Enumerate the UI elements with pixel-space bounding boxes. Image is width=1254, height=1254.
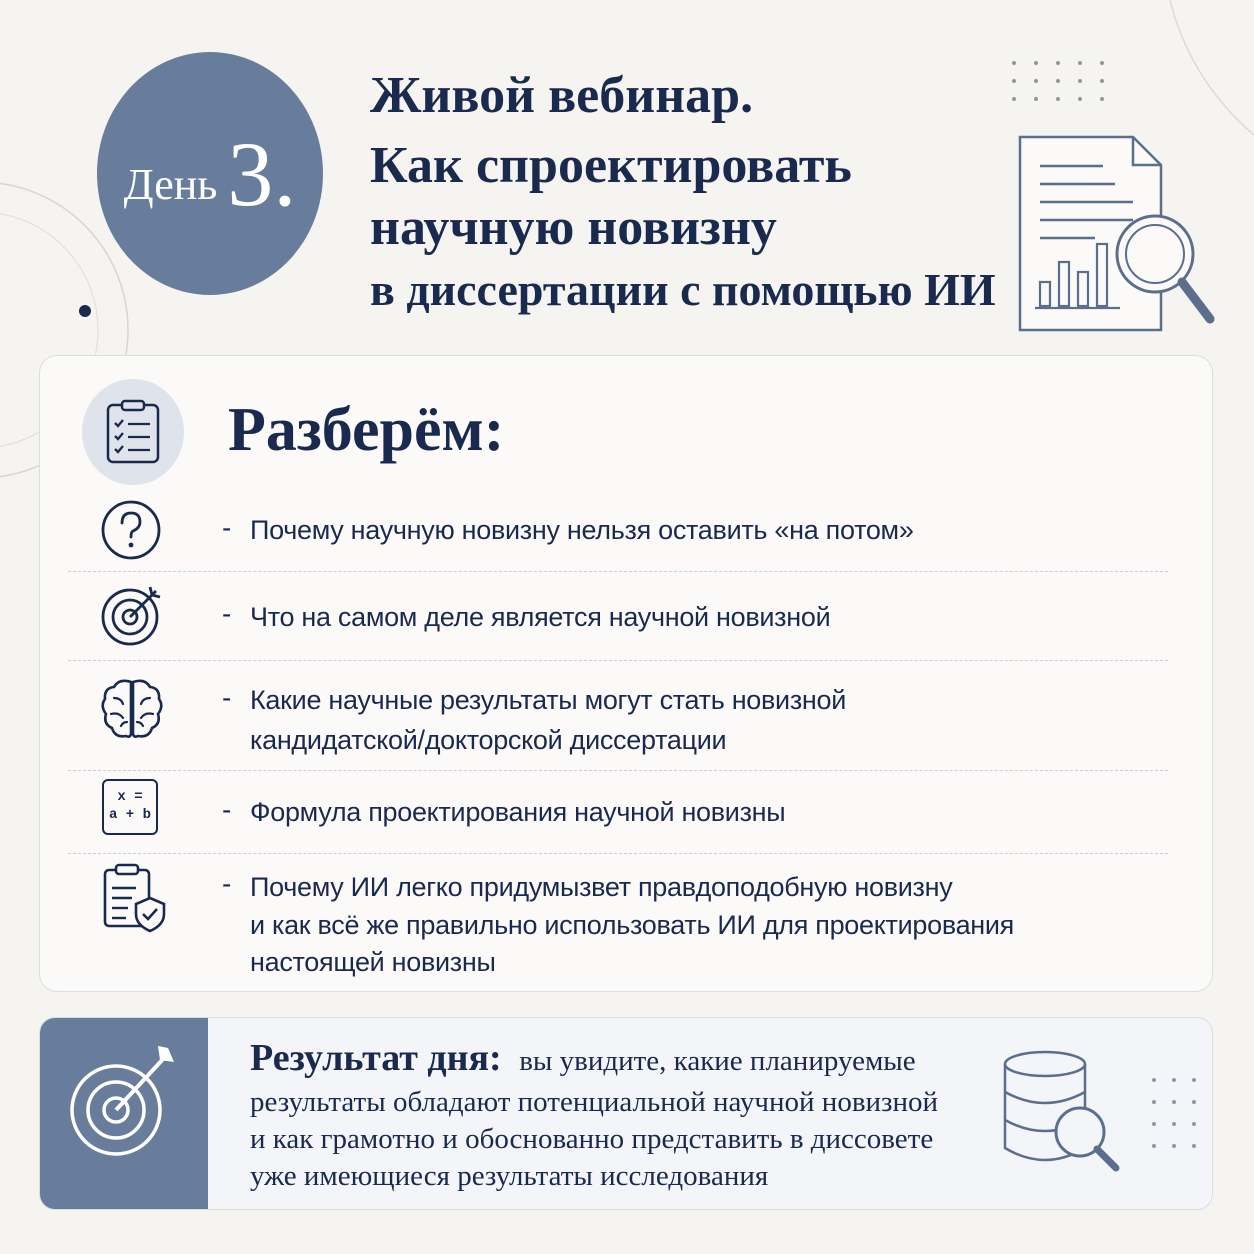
- title-line-3: научную новизну: [370, 199, 777, 256]
- topic-item-5-line-1: Почему ИИ легко придумызвет правдоподобную новизну: [250, 872, 953, 902]
- day-label: День: [123, 160, 218, 209]
- topic-dash: -: [222, 682, 232, 713]
- topic-item-4-line-1: Формула проектирования научной новизны: [250, 797, 786, 827]
- dots-decoration: [1146, 1072, 1206, 1162]
- checklist-icon: [105, 399, 161, 465]
- database-search-icon: [1000, 1048, 1130, 1178]
- target-arrow-icon: [64, 1040, 194, 1160]
- result-heading: [250, 1036, 916, 1080]
- formula-bottom: a + b: [108, 807, 151, 823]
- title-line-4: в диссертации с помощью ИИ: [370, 264, 996, 315]
- clipboard-shield-icon: [102, 862, 168, 934]
- topic-dash: -: [222, 512, 232, 543]
- result-line-3: и как грамотно и обоснованно представить в диссовете: [250, 1123, 934, 1155]
- target-icon: [100, 583, 166, 649]
- topic-item-3-line-2: кандидатской/докторской диссертации: [250, 725, 727, 755]
- divider: [68, 660, 1168, 661]
- title-line-1: Живой вебинар.: [370, 67, 754, 124]
- topic-item-1-line-1: Почему научную новизну нельзя оставить «на потом»: [250, 515, 914, 545]
- topic-item-2-line-1: Что на самом деле является научной новизной: [250, 602, 831, 632]
- divider: [68, 853, 1168, 854]
- topic-dash: -: [222, 598, 232, 629]
- topic-dash: -: [222, 868, 232, 899]
- day-badge: [97, 52, 323, 295]
- formula-icon: [102, 779, 158, 835]
- result-line-2: результаты обладают потенциальной научной новизной: [250, 1086, 939, 1118]
- document-search-icon: [1015, 132, 1230, 337]
- brain-icon: [99, 676, 165, 742]
- result-heading-label: Результат дня:: [250, 1037, 502, 1079]
- result-icon-panel: [40, 1018, 208, 1210]
- topic-dash: -: [222, 794, 232, 825]
- topic-item-5-line-2: и как всё же правильно использовать ИИ для проектирования: [250, 910, 1015, 940]
- checklist-icon-badge: [82, 379, 184, 485]
- result-line-4: уже имеющиеся результаты исследования: [250, 1160, 769, 1192]
- divider: [68, 770, 1168, 771]
- formula-top: x =: [117, 789, 143, 805]
- topic-item-3-line-1: Какие научные результаты могут стать новизной: [250, 685, 847, 715]
- topic-item-5-line-3: настоящей новизны: [250, 947, 496, 977]
- day-number: 3.: [227, 122, 297, 225]
- question-icon: [100, 499, 162, 561]
- result-line-1: вы увидите, какие планируемые: [519, 1045, 916, 1077]
- title-line-2: Как спроектировать: [370, 137, 852, 194]
- divider: [68, 571, 1168, 572]
- topics-heading: Разберём:: [228, 396, 505, 464]
